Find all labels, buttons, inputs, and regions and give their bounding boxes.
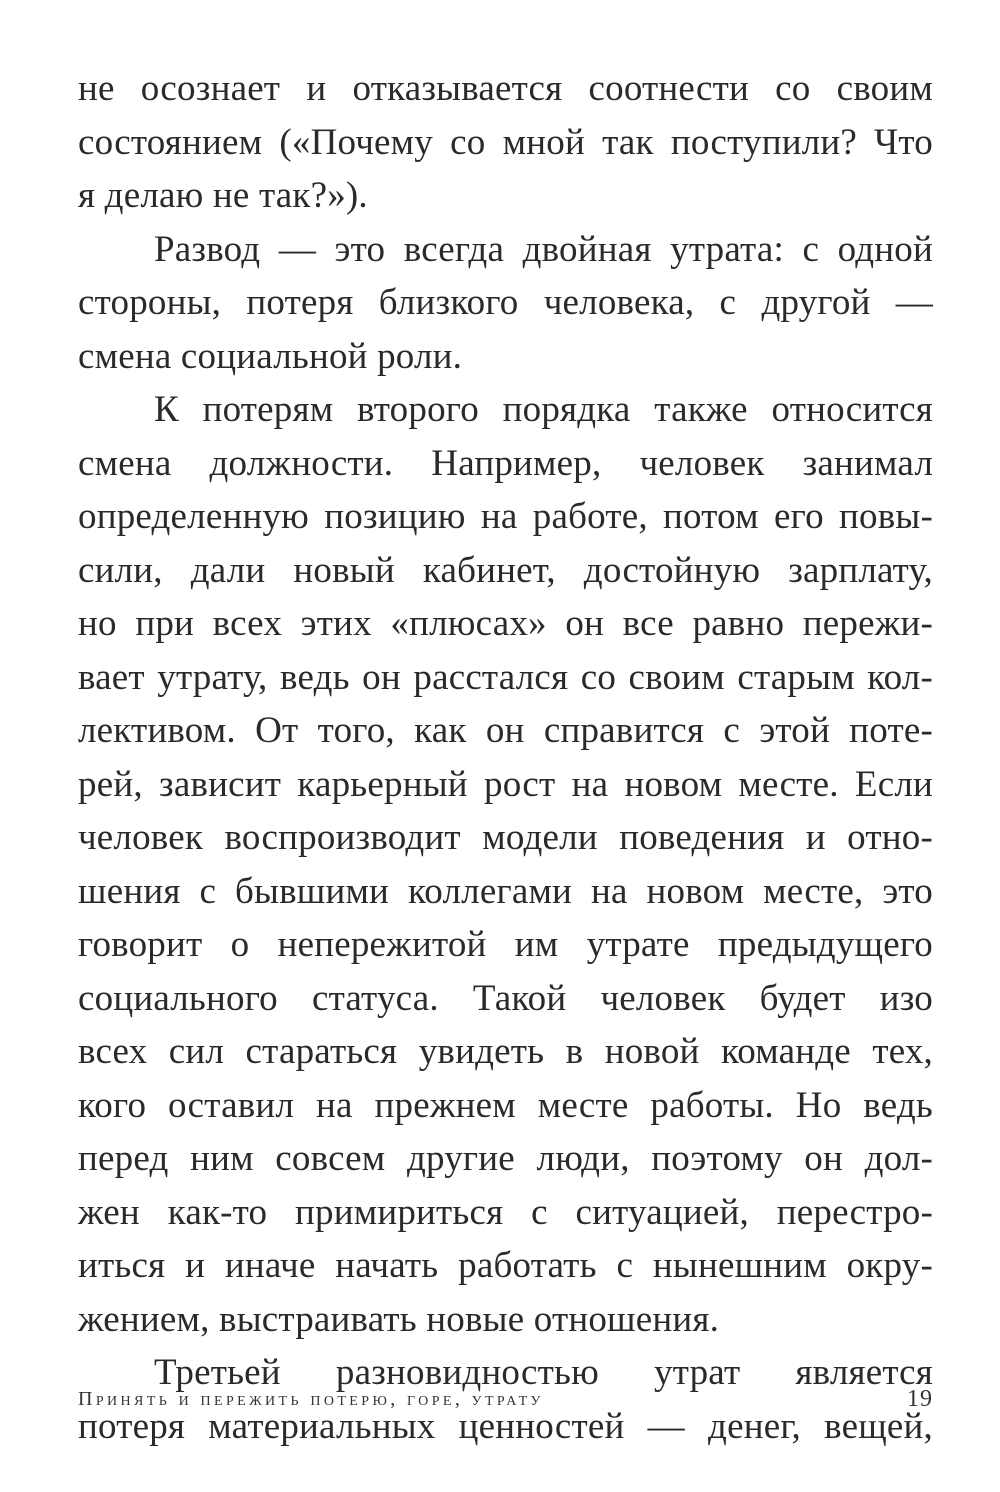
text-line: шения с бывшими коллегами на новом месте, это bbox=[78, 870, 933, 912]
text-line: вает утрату, ведь он расстался со своим старым кол- bbox=[78, 656, 933, 698]
text-line: всех сил стараться увидеть в новой команде тех, bbox=[78, 1031, 933, 1072]
text-line: К потерям второго порядка также относится bbox=[154, 389, 933, 430]
text-line: состоянием («Почему со мной так поступили? Что bbox=[78, 121, 933, 163]
text-line: Третьей разновидностью утрат является bbox=[154, 1352, 933, 1393]
running-title: Принять и пережить потерю, горе, утрату bbox=[78, 1388, 544, 1410]
text-line: перед ним совсем другие люди, поэтому он дол- bbox=[78, 1138, 933, 1179]
text-line: жен как-то примириться с ситуацией, перестро- bbox=[78, 1191, 933, 1233]
text-line: иться и иначе начать работать с нынешним окру- bbox=[78, 1245, 933, 1286]
text-line: определенную позицию на работе, потом его повы- bbox=[78, 496, 933, 537]
text-line: смена должности. Например, человек занимал bbox=[78, 442, 933, 484]
text-line: говорит о непережитой им утрате предыдущего bbox=[78, 924, 933, 965]
page-footer bbox=[78, 1388, 933, 1418]
text-line: смена социальной роли. bbox=[78, 335, 463, 377]
text-line: рей, зависит карьерный рост на новом месте. Если bbox=[78, 763, 933, 805]
text-line: кого оставил на прежнем месте работы. Но ведь bbox=[78, 1084, 933, 1126]
text-line: я делаю не так?»). bbox=[78, 175, 368, 216]
text-line: сили, дали новый кабинет, достойную зарплату, bbox=[78, 549, 933, 591]
text-line: лективом. От того, как он справится с этой поте- bbox=[78, 710, 933, 751]
text-line: потеря материальных ценностей — денег, вещей, bbox=[78, 1405, 933, 1447]
text-line: стороны, потеря близкого человека, с другой — bbox=[78, 282, 933, 323]
text-line: социального статуса. Такой человек будет изо bbox=[78, 977, 933, 1019]
text-line: человек воспроизводит модели поведения и отно- bbox=[78, 817, 933, 858]
text-line: не осознает и отказывается соотнести со своим bbox=[78, 68, 933, 109]
page-body bbox=[78, 62, 933, 1453]
text-line: но при всех этих «плюсах» он все равно пережи- bbox=[78, 603, 933, 644]
text-line: Развод — это всегда двойная утрата: с одной bbox=[154, 228, 933, 270]
text-line: жением, выстраивать новые отношения. bbox=[78, 1298, 720, 1340]
page-number: 19 bbox=[907, 1386, 933, 1412]
